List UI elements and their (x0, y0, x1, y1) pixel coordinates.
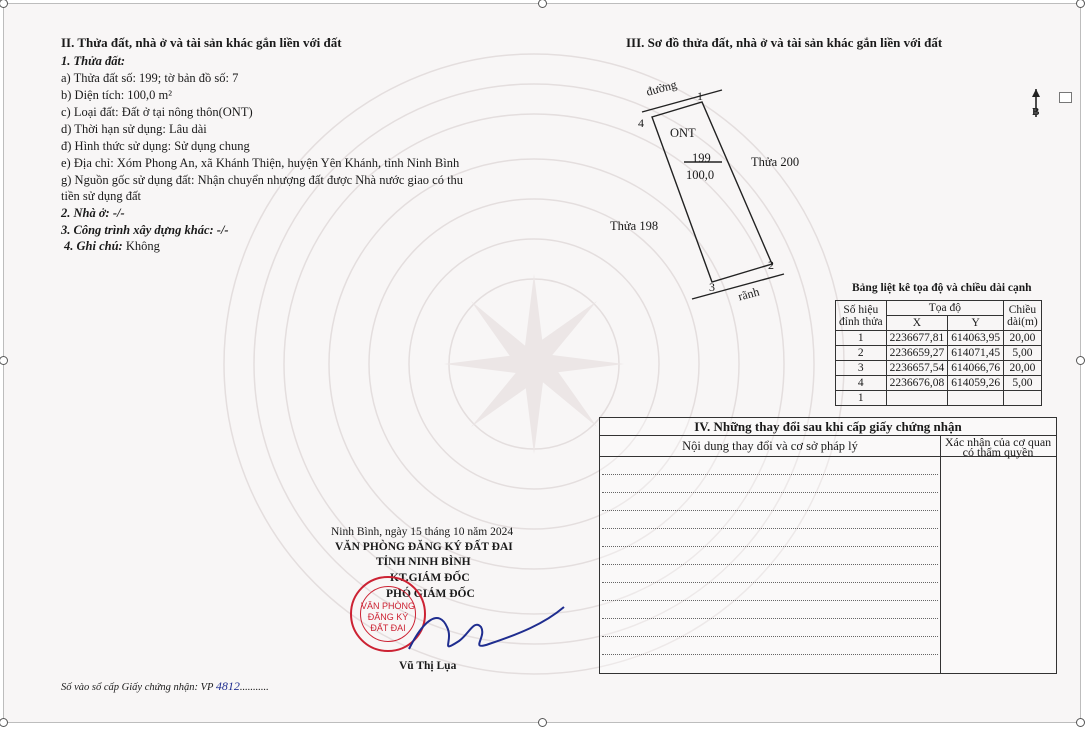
vertex-2-label: 2 (768, 258, 774, 272)
column-divider (940, 436, 941, 673)
entry-line (602, 636, 938, 637)
neighbor-right-label: Thửa 200 (751, 155, 800, 169)
resize-handle-right[interactable] (1076, 356, 1085, 365)
entry-line (602, 492, 938, 493)
vertex-col-header: Số hiệu đỉnh thửa (836, 301, 887, 331)
house-line: 2. Nhà ở: -/- (61, 206, 125, 220)
table-row: 4 2236676,08 614059,26 5,00 (836, 376, 1042, 391)
entry-line (602, 654, 938, 655)
resize-handle-bottom-left[interactable] (0, 718, 8, 727)
section3-heading: III. Sơ đồ thửa đất, nhà ở và tài sản khác gắn liền với đất (626, 35, 943, 50)
note-value: Không (125, 239, 160, 253)
table-row: 2 2236659,27 614071,45 5,00 (836, 346, 1042, 361)
land-heading: 1. Thửa đất: (61, 54, 126, 68)
table-row: 3 2236657,54 614066,76 20,00 (836, 361, 1042, 376)
table-row: 1 (836, 391, 1042, 406)
section4-heading: IV. Những thay đổi sau khi cấp giấy chứng nhận (600, 418, 1056, 436)
kt-director: KT.GIÁM ĐỐC (390, 572, 470, 584)
north-label: B (1032, 106, 1040, 118)
ditch-label: rãnh (736, 284, 761, 304)
registry-line: Số vào sổ cấp Giấy chứng nhận: VP 4812........... (61, 679, 269, 693)
other-construction-line: 3. Công trình xây dựng khác: -/- (61, 223, 229, 237)
coords-table (835, 300, 1042, 406)
x-col-header: X (886, 316, 948, 331)
note-line (64, 238, 160, 254)
table-row: 1 2236677,81 614063,95 20,00 (836, 331, 1042, 346)
resize-handle-bottom-right[interactable] (1076, 718, 1085, 727)
entry-line (602, 546, 938, 547)
note-label: 4. Ghi chú: (64, 239, 123, 253)
authority-confirm-header: Xác nhận của cơ quan có thẩm quyền (940, 436, 1056, 457)
parcel-number-label: 199 (692, 151, 711, 165)
entry-line (602, 618, 938, 619)
y-col-header: Y (948, 316, 1004, 331)
length-col-header: Chiều dài(m) (1004, 301, 1042, 331)
entry-line (602, 474, 938, 475)
office-line-1: VĂN PHÒNG ĐĂNG KÝ ĐẤT ĐAI (335, 541, 513, 553)
parcel-map (604, 74, 844, 309)
certificate-page (3, 3, 1081, 723)
changes-table (599, 417, 1057, 674)
office-line-2: TỈNH NINH BÌNH (376, 556, 471, 568)
comment-note-icon[interactable] (1059, 92, 1072, 103)
entry-line (602, 528, 938, 529)
resize-handle-bottom[interactable] (538, 718, 547, 727)
entry-line (602, 510, 938, 511)
registry-number: 4812 (215, 679, 240, 693)
vertex-3-label: 3 (709, 280, 715, 294)
handwritten-signature (399, 589, 569, 669)
registry-label: Số vào sổ cấp Giấy chứng nhận: VP (61, 682, 214, 693)
origin-line-1: g) Nguồn gốc sử dụng đất: Nhận chuyển nhượng đất được Nhà nước giao có thu (61, 173, 464, 187)
place-date: Ninh Bình, ngày 15 tháng 10 năm 2024 (331, 526, 514, 538)
parcel-number-line: a) Thửa đất số: 199; tờ bản đồ số: 7 (61, 71, 239, 85)
neighbor-left-label: Thửa 198 (610, 219, 659, 233)
entry-line (602, 582, 938, 583)
office-stamp: VĂN PHÒNG ĐĂNG KÝ ĐẤT ĐAI (350, 576, 426, 652)
entry-line (602, 600, 938, 601)
address-line: e) Địa chỉ: Xóm Phong An, xã Khánh Thiện, huyện Yên Khánh, tỉnh Ninh Bình (61, 156, 460, 170)
change-content-header: Nội dung thay đổi và cơ sở pháp lý (600, 436, 940, 457)
coords-table-title: Bảng liệt kê tọa độ và chiều dài cạnh (852, 282, 1032, 294)
road-label: đường (644, 77, 679, 99)
vertex-1-label: 1 (697, 89, 703, 103)
vertex-4-label: 4 (638, 116, 644, 130)
origin-line-2: tiền sử dụng đất (61, 189, 142, 203)
section2-heading: II. Thửa đất, nhà ở và tài sản khác gắn liền với đất (61, 35, 342, 50)
deputy-director: PHÓ GIÁM ĐỐC (386, 588, 475, 600)
usage-form-line: đ) Hình thức sử dụng: Sử dụng chung (61, 139, 250, 153)
land-type-line: c) Loại đất: Đất ở tại nông thôn(ONT) (61, 105, 253, 119)
term-line: d) Thời hạn sử dụng: Lâu dài (61, 122, 207, 136)
entry-line (602, 564, 938, 565)
area-line: b) Diện tích: 100,0 m² (61, 88, 173, 102)
parcel-area-label: 100,0 (686, 168, 715, 182)
coord-col-header: Tọa độ (886, 301, 1004, 316)
signer-name: Vũ Thị Lụa (399, 660, 457, 672)
land-code-label: ONT (670, 126, 696, 140)
resize-handle-top-right[interactable] (1076, 0, 1085, 8)
